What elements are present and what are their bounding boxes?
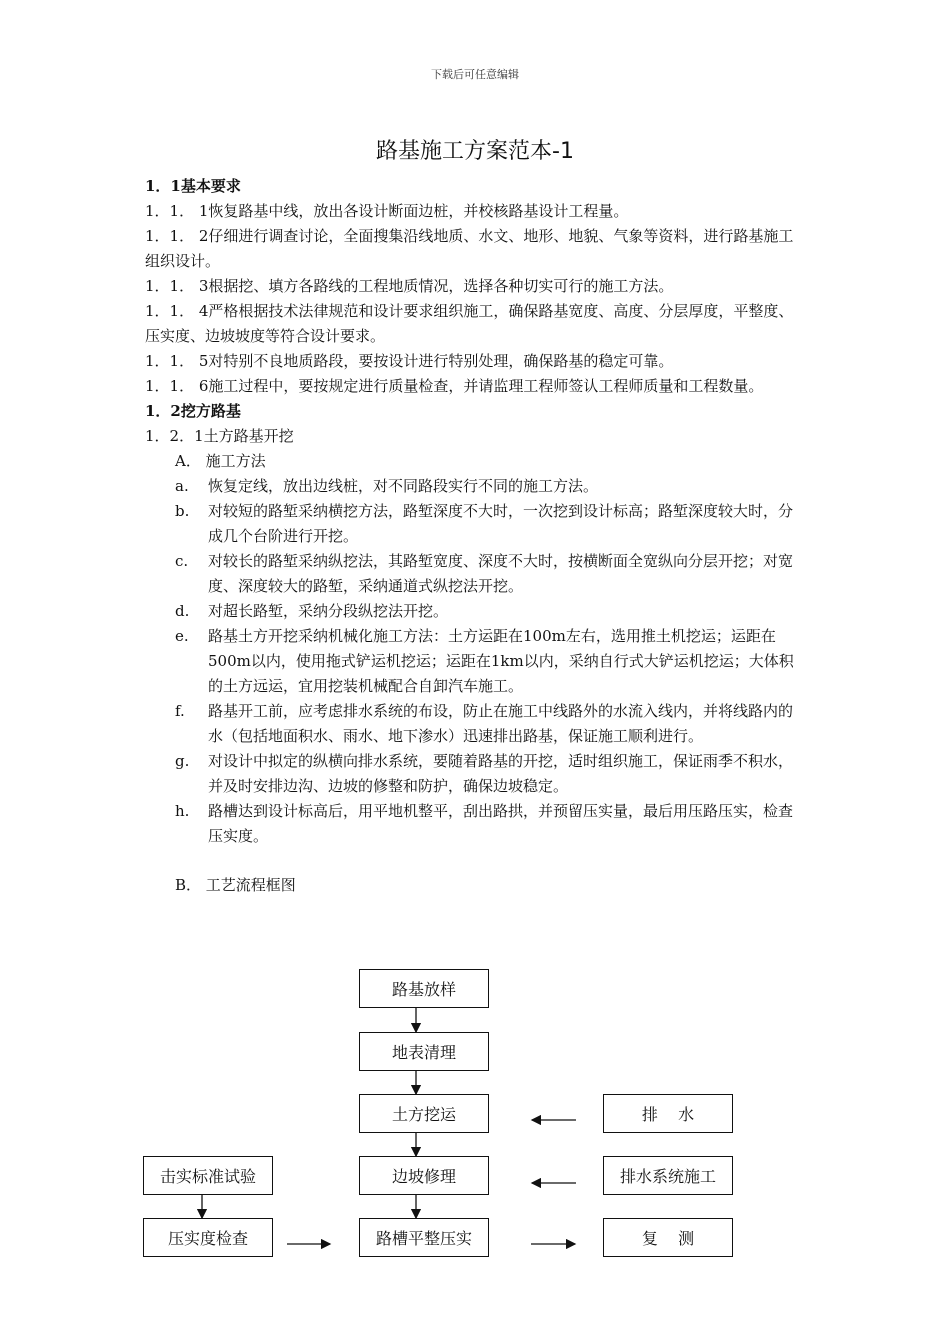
flow-box-subgrade-compact: 路槽平整压实 xyxy=(359,1218,489,1257)
flow-box-layout: 路基放样 xyxy=(359,969,489,1008)
flow-box-resurvey: 复 测 xyxy=(603,1218,733,1257)
requirement-item: 1．1． 6施工过程中，要按规定进行质量检查，并请监理工程师签认工程师质量和工程数量。 xyxy=(145,377,764,395)
list-marker: c. xyxy=(175,552,189,570)
requirement-item: 1．1． 5对特别不良地质路段，要按设计进行特别处理，确保路基的稳定可靠。 xyxy=(145,352,674,370)
flow-box-density-check: 压实度检查 xyxy=(143,1218,273,1257)
requirement-item: 1．1． 4严格根据技术法律规范和设计要求组织施工，确保路基宽度、高度、分层厚度，平整度、压实度、边坡坡度等符合设计要求。 xyxy=(145,302,794,345)
flow-box-drainage-system: 排水系统施工 xyxy=(603,1156,733,1195)
list-text: 路槽达到设计标高后，用平地机整平，刮出路拱，并预留压实量，最后用压路压实，检查压实度。 xyxy=(208,802,794,845)
list-marker: a. xyxy=(175,477,189,495)
flow-box-earth-moving: 土方挖运 xyxy=(359,1094,489,1133)
list-marker: d. xyxy=(175,602,190,620)
list-text: 对超长路堑，采纳分段纵挖法开挖。 xyxy=(208,602,449,620)
list-text: 对设计中拟定的纵横向排水系统，要随着路基的开挖，适时组织施工，保证雨季不积水，并及时安排边沟、边坡的修整和防护，确保边坡稳定。 xyxy=(208,752,794,795)
requirement-item: 1．1． 3根据挖、填方各路线的工程地质情况，选择各种切实可行的施工方法。 xyxy=(145,277,674,295)
part-b-label: B． 工艺流程框图 xyxy=(175,876,296,894)
list-marker: b. xyxy=(175,502,190,520)
list-text: 路基土方开挖采纳机械化施工方法：土方运距在100m左右，选用推土机挖运；运距在500m以内，使用拖式铲运机挖运；运距在1km以内，采纳自行式大铲运机挖运；大体积的土方远运，宜用挖装机械配合自卸汽车施工。 xyxy=(208,627,794,695)
list-text: 对较短的路堑采纳横挖方法，路堑深度不大时，一次挖到设计标高；路堑深度较大时，分成几个台阶进行开挖。 xyxy=(208,502,794,545)
flow-box-clearing: 地表清理 xyxy=(359,1032,489,1071)
requirement-item: 1．1． 1恢复路基中线，放出各设计断面边桩，并校核路基设计工程量。 xyxy=(145,202,629,220)
header-note: 下载后可任意编辑 xyxy=(431,68,519,81)
list-marker: f. xyxy=(175,702,185,720)
flow-box-drainage: 排 水 xyxy=(603,1094,733,1133)
subsection-heading: 1．2．1土方路基开挖 xyxy=(145,427,294,445)
section-heading: 1．1基本要求 xyxy=(145,177,241,195)
flow-box-slope-trim: 边坡修理 xyxy=(359,1156,489,1195)
document-title: 路基施工方案范本-1 xyxy=(376,139,574,164)
list-text: 路基开工前，应考虑排水系统的布设，防止在施工中线路外的水流入线内，并将线路内的水（包括地面积水、雨水、地下渗水）迅速排出路基，保证施工顺利进行。 xyxy=(208,702,794,745)
section-heading: 1．2挖方路基 xyxy=(145,402,241,420)
list-text: 恢复定线，放出边线桩，对不同路段实行不同的施工方法。 xyxy=(208,477,599,495)
flow-box-compaction-test: 击实标准试验 xyxy=(143,1156,273,1195)
list-text: 对较长的路堑采纳纵挖法，其路堑宽度、深度不大时，按横断面全宽纵向分层开挖；对宽度、深度较大的路堑，采纳通道式纵挖法开挖。 xyxy=(208,552,794,595)
list-marker: g. xyxy=(175,752,190,770)
part-a-label: A． 施工方法 xyxy=(175,452,266,470)
list-marker: e. xyxy=(175,627,189,645)
requirement-item: 1．1． 2仔细进行调查讨论，全面搜集沿线地质、水文、地形、地貌、气象等资料，进行路基施工组织设计。 xyxy=(145,227,794,270)
list-marker: h. xyxy=(175,802,190,820)
